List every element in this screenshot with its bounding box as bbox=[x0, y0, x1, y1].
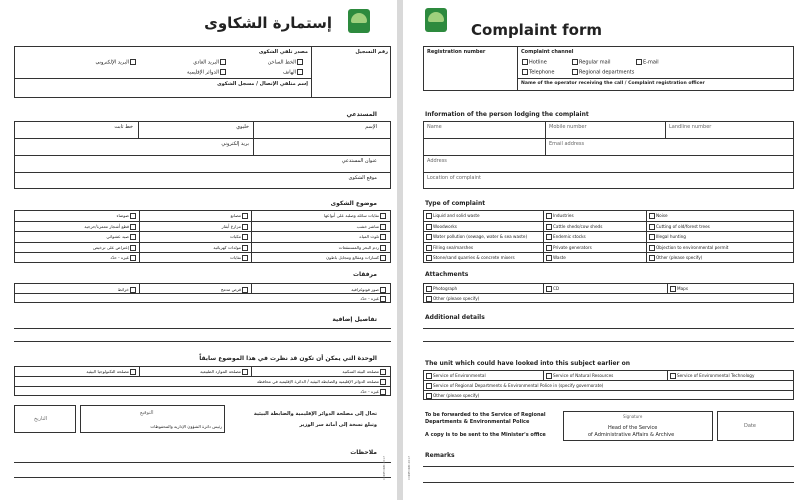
en-copy-to: A copy is to be sent to the Minister's office bbox=[425, 432, 546, 438]
checkbox[interactable] bbox=[130, 59, 136, 65]
arabic-form-title: إستمارة الشكاوى bbox=[204, 14, 332, 32]
arabic-form-page bbox=[0, 0, 397, 500]
ar-attach-cd[interactable]: قرص مدمج bbox=[141, 286, 249, 293]
ar-type-3[interactable]: مناشر خشب bbox=[253, 223, 387, 230]
en-attach-maps[interactable]: Maps bbox=[669, 285, 789, 292]
ar-type-10[interactable]: مولدات كهربائية bbox=[141, 244, 249, 251]
ar-type-5[interactable]: قطع أشجار معمرة/حرجية bbox=[16, 223, 137, 230]
ar-type-7[interactable]: مكبات bbox=[141, 233, 249, 240]
en-form-code: CONFORM 2017 bbox=[407, 455, 412, 481]
ar-unit-title: الوحدة التي يمكن أن تكون قد نظرت في هذا الموضوع سابقاً bbox=[199, 355, 377, 362]
english-form-title: Complaint form bbox=[471, 21, 603, 39]
en-person-section-title: Information of the person lodging the complaint bbox=[425, 111, 589, 118]
en-unit-2[interactable]: Service of Environmental Technology bbox=[669, 372, 793, 379]
ar-form-code: CONFORM 2017 bbox=[382, 455, 387, 481]
checkbox[interactable] bbox=[522, 69, 528, 75]
ar-channel-hotline[interactable]: الخط الساخن bbox=[268, 59, 304, 66]
en-address-label: Address bbox=[427, 158, 447, 164]
ar-operator-name-label: إسم متلقي الإتصال / مسجل الشكوى bbox=[217, 81, 308, 87]
en-name-label: Name bbox=[427, 124, 442, 130]
ar-type-1[interactable]: مصانع bbox=[141, 212, 249, 219]
en-attach-other[interactable]: Other (please specify) bbox=[425, 295, 625, 302]
en-signature-label: Signature bbox=[623, 414, 643, 419]
ar-location-label: موقع الشكوى bbox=[348, 175, 377, 181]
ar-remarks-title: ملاحظات bbox=[350, 449, 377, 456]
en-unit-0[interactable]: Service of Environmental bbox=[425, 372, 541, 379]
ar-unit-4[interactable]: غيره - حدّد bbox=[16, 388, 387, 395]
en-admin-affairs: of Administrative Affairs & Archive bbox=[588, 432, 675, 438]
en-head-of-service: Head of the Service bbox=[608, 425, 658, 431]
en-unit-4[interactable]: Other (please specify) bbox=[425, 392, 785, 399]
ar-complaint-channel-label: مصدر تلقي الشكوى bbox=[258, 49, 308, 55]
en-type-3[interactable]: Woodworks bbox=[425, 223, 541, 230]
ar-attach-photo[interactable]: صور فوتوغرافية bbox=[253, 286, 387, 293]
ar-mobile-label: خليوي bbox=[236, 124, 249, 130]
en-attach-cd[interactable]: CD bbox=[545, 285, 665, 292]
ar-attach-maps[interactable]: خرائط bbox=[16, 286, 137, 293]
en-type-0[interactable]: Liquid and solid waste bbox=[425, 212, 541, 219]
en-type-11[interactable]: Objection to environmental permit bbox=[648, 244, 792, 251]
ar-type-0[interactable]: نفايات سائلة وصلبة على أنواعها bbox=[253, 212, 387, 219]
ar-unit-1[interactable]: مصلحة الموارد الطبيعية bbox=[141, 368, 249, 375]
ar-type-section-title: موضوع الشكوى bbox=[330, 200, 377, 207]
checkbox[interactable] bbox=[522, 59, 528, 65]
ar-head-of-service: رئيس دائرة الشؤون الإدارية والمحفوظات bbox=[150, 424, 222, 429]
ar-unit-2[interactable]: مصلحة التكنولوجيا البيئية bbox=[16, 368, 137, 375]
ar-channel-regional[interactable]: الدوائر الإقليمية bbox=[187, 69, 227, 76]
en-type-10[interactable]: Private generators bbox=[545, 244, 644, 251]
checkbox[interactable] bbox=[220, 59, 226, 65]
ar-forward-to: تحال إلى مصلحة الدوائر الإقليمية والضابطة البيئية bbox=[253, 411, 377, 417]
en-channel-email[interactable]: E-mail bbox=[635, 59, 659, 66]
checkbox[interactable] bbox=[297, 59, 303, 65]
en-type-4[interactable]: Cattle sheds/cow sheds bbox=[545, 223, 644, 230]
en-type-section-title: Type of complaint bbox=[425, 200, 486, 207]
ar-type-13[interactable]: نفايات bbox=[141, 254, 249, 261]
ar-signature-label: التوقيع bbox=[140, 410, 154, 416]
ar-unit-0[interactable]: مصلحة البيئة السكنية bbox=[253, 368, 387, 375]
en-type-7[interactable]: Endemic stocks bbox=[545, 233, 644, 240]
ar-person-section-title: المستدعي bbox=[346, 111, 377, 118]
en-complaint-channel-label: Complaint channel bbox=[521, 49, 574, 55]
ar-type-4[interactable]: مزارع أبقار bbox=[141, 223, 249, 230]
checkbox[interactable] bbox=[572, 69, 578, 75]
ar-unit-3[interactable]: مصلحة الدوائر الإقليمية والضابطة البيئية / الدائرة الإقليمية في محافظة bbox=[16, 378, 387, 385]
ar-landline-label: خط ثابت bbox=[114, 124, 133, 130]
ar-attachments-title: مرفقات bbox=[353, 271, 377, 278]
en-unit-1[interactable]: Service of Natural Resources bbox=[545, 372, 665, 379]
en-type-5[interactable]: Cutting of old/forest trees bbox=[648, 223, 792, 230]
english-form-page bbox=[403, 0, 800, 500]
en-mobile-label: Mobile number bbox=[549, 124, 587, 130]
ar-channel-regular-mail[interactable]: البريد العادي bbox=[193, 59, 227, 66]
ar-type-2[interactable]: ضوضاء bbox=[16, 212, 137, 219]
checkbox[interactable] bbox=[636, 59, 642, 65]
en-email-label: Email address bbox=[549, 141, 585, 147]
en-attach-photo[interactable]: Photograph bbox=[425, 285, 541, 292]
en-unit-title: The unit which could have looked into this subject earlier on bbox=[425, 360, 630, 367]
en-unit-3[interactable]: Service of Regional Departments & Environmental Police in (specify governorate) bbox=[425, 382, 785, 389]
en-type-2[interactable]: Noise bbox=[648, 212, 792, 219]
ministry-logo bbox=[348, 9, 370, 33]
en-channel-regular-mail[interactable]: Regular mail bbox=[571, 59, 610, 66]
ar-type-6[interactable]: تلوث المياه bbox=[253, 233, 387, 240]
ar-copy-to: وتبلغ نسخة إلى أمانة سر الوزير bbox=[299, 422, 377, 428]
en-type-6[interactable]: Water pollution (sewage, water & sea waste) bbox=[425, 233, 541, 240]
en-channel-telephone[interactable]: Telephone bbox=[521, 69, 554, 76]
en-landline-label: Landline number bbox=[669, 124, 712, 130]
ar-additional-title: تفاصيل إضافية bbox=[332, 316, 377, 323]
ar-address-label: عنوان المستدعي bbox=[341, 158, 377, 164]
en-type-1[interactable]: Industries bbox=[545, 212, 644, 219]
ar-type-9[interactable]: ردم البحر والمستنقعات bbox=[253, 244, 387, 251]
en-channel-regional[interactable]: Regional departments bbox=[571, 69, 634, 76]
en-forward-to: To be forwarded to the Service of Regional Departments & Environmental Police bbox=[425, 412, 546, 425]
ar-type-12[interactable]: كسارات ومقالع ومجابل باطون bbox=[253, 254, 387, 261]
en-remarks-title: Remarks bbox=[425, 452, 455, 459]
en-registration-number-label: Registration number bbox=[427, 49, 486, 55]
en-attachments-title: Attachments bbox=[425, 271, 469, 278]
checkbox[interactable] bbox=[572, 59, 578, 65]
ar-channel-telephone[interactable]: الهاتف bbox=[283, 69, 304, 76]
ar-attach-other[interactable]: غيره - حدّد bbox=[253, 295, 387, 302]
en-type-9[interactable]: Filling sea/marshes bbox=[425, 244, 541, 251]
ar-registration-number-label: رقم التسجيل bbox=[355, 49, 388, 55]
checkbox[interactable] bbox=[220, 69, 226, 75]
ministry-logo bbox=[425, 8, 447, 32]
ar-type-11[interactable]: إعتراض على ترخيص bbox=[16, 244, 137, 251]
en-additional-title: Additional details bbox=[425, 314, 485, 321]
en-type-13[interactable]: Waste bbox=[545, 254, 644, 261]
en-type-14[interactable]: Other (please specify) bbox=[648, 254, 792, 261]
ar-type-8[interactable]: صيد عشوائي bbox=[16, 233, 137, 240]
ar-name-label: الإسم bbox=[365, 124, 377, 130]
ar-date-label: التاريخ bbox=[34, 416, 47, 422]
en-type-8[interactable]: Illegal hunting bbox=[648, 233, 792, 240]
en-type-12[interactable]: Stone/sand quarries & concrete mixers bbox=[425, 254, 541, 261]
en-location-label: Location of complaint bbox=[427, 175, 481, 181]
en-channel-hotline[interactable]: Hotline bbox=[521, 59, 547, 66]
ar-type-14[interactable]: غيره - حدّد bbox=[16, 254, 137, 261]
checkbox[interactable] bbox=[297, 69, 303, 75]
ar-email-label: بريد إلكتروني bbox=[221, 141, 249, 147]
en-date-label: Date bbox=[744, 423, 756, 429]
ar-channel-email[interactable]: البريد الإلكتروني bbox=[95, 59, 137, 66]
en-operator-name-label: Name of the operator receiving the call / Complaint registration officer bbox=[521, 81, 705, 86]
